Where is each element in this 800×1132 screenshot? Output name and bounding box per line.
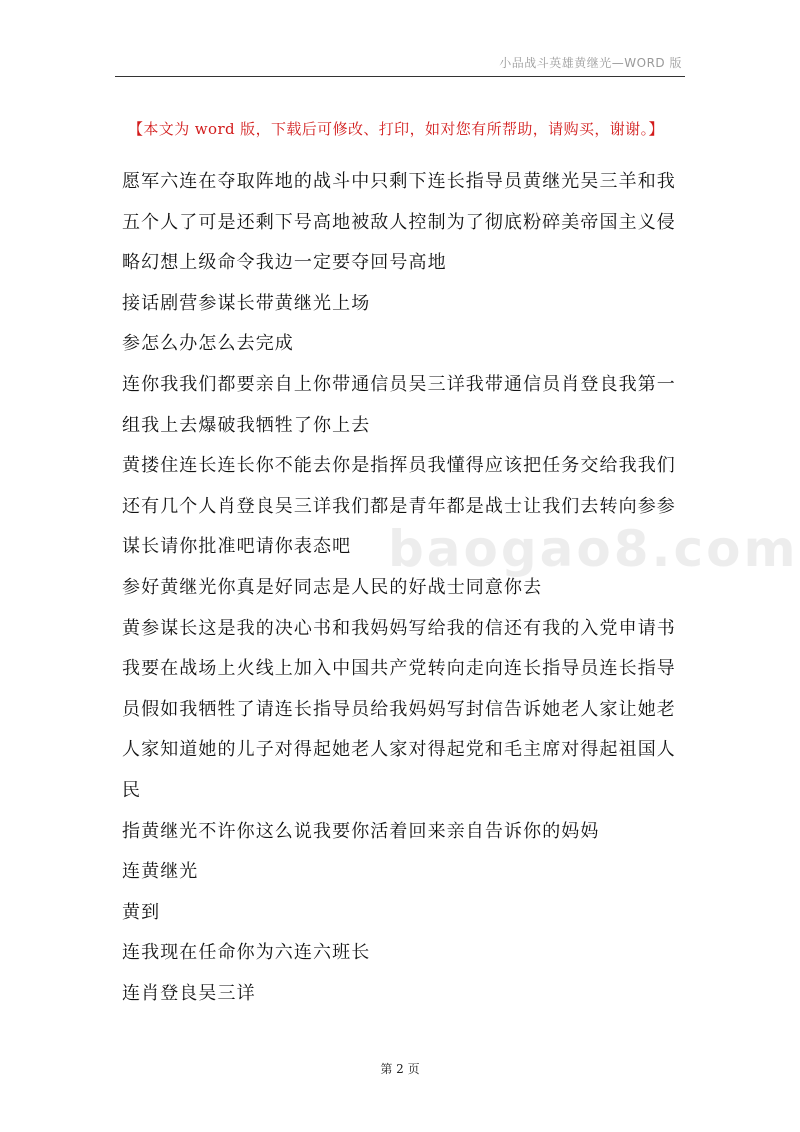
paragraph: 连黄继光 xyxy=(122,861,199,883)
paragraph: 指黄继光不许你这么说我要你活着回来亲自告诉你的妈妈 xyxy=(122,820,600,842)
paragraph: 黄搂住连长连长你不能去你是指挥员我懂得应该把任务交给我我们还有几个人肖登良吴三详我们都是青年都是战士让我们去转向参参谋长请你批准吧请你表态吧 xyxy=(122,455,676,558)
watermark-logo: baogao8.com xyxy=(388,520,799,578)
paragraph: 黄到 xyxy=(122,901,161,923)
page-number: 第 2 页 xyxy=(380,1062,420,1076)
header-title: 小品战斗英雄黄继光—WORD 版 xyxy=(499,56,682,70)
paragraph: 连我现在任命你为六连六班长 xyxy=(122,942,371,964)
header-divider xyxy=(115,76,685,77)
paragraph: 接话剧营参谋长带黄继光上场 xyxy=(122,292,371,314)
paragraph: 参怎么办怎么去完成 xyxy=(122,333,294,355)
paragraph: 愿军六连在夺取阵地的战斗中只剩下连长指导员黄继光吴三羊和我五个人了可是还剩下号高地被敌人控制为了彻底粉碎美帝国主义侵略幻想上级命令我边一定要夺回号高地 xyxy=(122,171,676,274)
download-notice: 【本文为 word 版，下载后可修改、打印，如对您有所帮助，请购买，谢谢。】 xyxy=(128,120,664,138)
paragraph: 黄参谋长这是我的决心书和我妈妈写给我的信还有我的入党申请书我要在战场上火线上加入中国共产党转向走向连长指导员连长指导员假如我牺牲了请连长指导员给我妈妈写封信告诉她老人家让她老人家知道她的儿子对得起她老人家对得起党和毛主席对得起祖国人民 xyxy=(122,617,676,801)
paragraph: 连你我我们都要亲自上你带通信员吴三详我带通信员肖登良我第一组我上去爆破我牺牲了你上去 xyxy=(122,373,676,436)
paragraph: 连肖登良吴三详 xyxy=(122,982,256,1004)
document-body xyxy=(122,162,684,1014)
paragraph: 参好黄继光你真是好同志是人民的好战士同意你去 xyxy=(122,576,543,598)
